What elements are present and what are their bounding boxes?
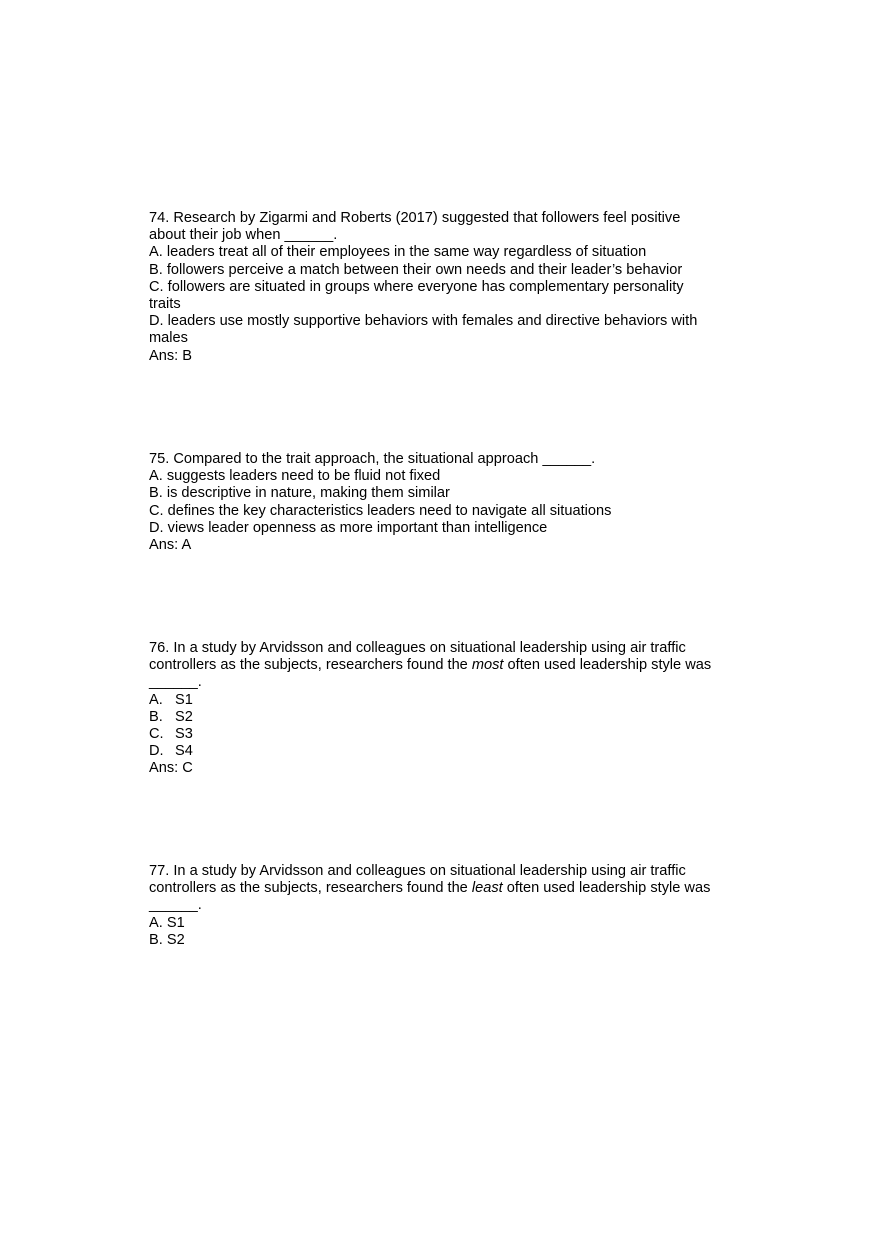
option-letter: B. bbox=[149, 708, 163, 725]
answer-option: C. defines the key characteristics leaders need to navigate all situations bbox=[149, 502, 612, 519]
answer-option bbox=[149, 709, 749, 726]
question-stem: 77. In a study by Arvidsson and colleagues on situational leadership using air traffic bbox=[149, 863, 686, 879]
answer-option bbox=[149, 743, 749, 760]
answer-option: A. leaders treat all of their employees in the same way regardless of situation bbox=[149, 244, 647, 261]
option-letter: D. bbox=[149, 743, 164, 760]
answer-option: males bbox=[149, 330, 188, 347]
stem-emphasis: least bbox=[471, 880, 503, 897]
answer-option: A. suggests leaders need to be fluid not fixed bbox=[149, 468, 441, 485]
answer-option bbox=[149, 692, 749, 709]
option-text: S4 bbox=[175, 743, 193, 760]
option-text: S1 bbox=[175, 691, 193, 708]
answer-key: Ans: C bbox=[149, 760, 193, 777]
answer-option: C. followers are situated in groups where everyone has complementary personality bbox=[149, 278, 684, 295]
stem-text: often used leadership style was bbox=[503, 657, 712, 674]
answer-option: B. is descriptive in nature, making them similar bbox=[149, 485, 450, 502]
answer-key: Ans: A bbox=[149, 537, 192, 554]
answer-option bbox=[149, 726, 749, 743]
option-letter: A. bbox=[149, 691, 163, 708]
stem-emphasis: most bbox=[471, 657, 504, 674]
question-stem: 75. Compared to the trait approach, the situational approach ______. bbox=[149, 451, 596, 467]
question-stem bbox=[149, 657, 749, 674]
answer-option: A. S1 bbox=[149, 914, 185, 931]
answer-option: traits bbox=[149, 296, 181, 313]
stem-text: controllers as the subjects, researchers found the bbox=[149, 880, 472, 897]
question-blank: ______. bbox=[149, 897, 202, 914]
question-77 bbox=[149, 863, 749, 949]
question-blank: ______. bbox=[149, 674, 202, 691]
question-75 bbox=[149, 451, 749, 554]
stem-text: controllers as the subjects, researchers found the bbox=[149, 657, 472, 674]
option-text: S2 bbox=[175, 708, 193, 725]
answer-key: Ans: B bbox=[149, 347, 192, 364]
question-74 bbox=[149, 210, 749, 365]
question-76 bbox=[149, 640, 749, 778]
option-letter: C. bbox=[149, 726, 164, 743]
question-stem: 76. In a study by Arvidsson and colleagues on situational leadership using air traffic bbox=[149, 640, 686, 656]
answer-option: D. views leader openness as more important than intelligence bbox=[149, 519, 548, 536]
answer-option: B. S2 bbox=[149, 931, 185, 948]
question-stem bbox=[149, 880, 749, 897]
question-stem: about their job when ______. bbox=[149, 227, 338, 244]
answer-option: D. leaders use mostly supportive behaviors with females and directive behaviors with bbox=[149, 313, 698, 330]
stem-text: often used leadership style was bbox=[502, 880, 711, 897]
question-stem: 74. Research by Zigarmi and Roberts (2017) suggested that followers feel positive bbox=[149, 210, 681, 226]
option-text: S3 bbox=[175, 726, 193, 743]
answer-option: B. followers perceive a match between their own needs and their leader’s behavior bbox=[149, 261, 683, 278]
